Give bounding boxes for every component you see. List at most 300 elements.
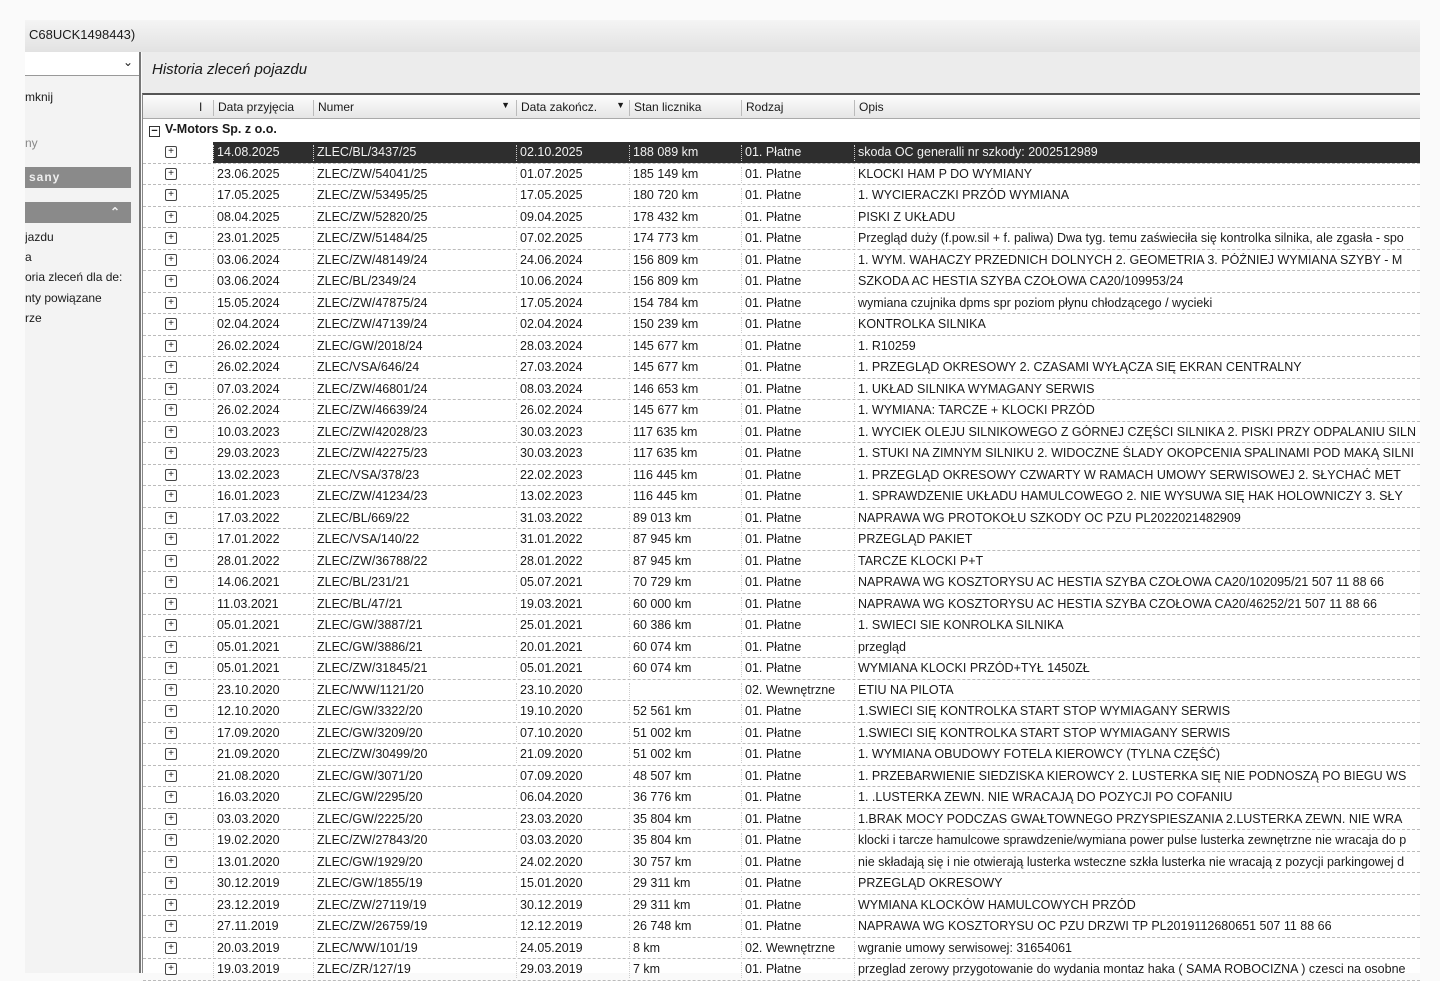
group-row[interactable] — [149, 122, 277, 137]
cell-order-number: ZLEC/ZW/47139/24 — [313, 317, 516, 333]
cell-date-received: 16.01.2023 — [213, 489, 313, 505]
cell-type: 01. Płatne — [741, 296, 854, 312]
row-cells[interactable] — [213, 250, 1420, 271]
table-row[interactable] — [143, 766, 1420, 788]
cell-odometer: 145 677 km — [629, 403, 741, 419]
expand-row-icon[interactable]: + — [165, 813, 177, 825]
cell-order-number: ZLEC/GW/3071/20 — [313, 769, 516, 785]
cell-odometer: 117 635 km — [629, 446, 741, 462]
table-row[interactable] — [143, 357, 1420, 379]
cell-date-closed: 09.04.2025 — [516, 210, 629, 226]
expand-row-icon[interactable]: + — [165, 576, 177, 588]
cell-odometer: 36 776 km — [629, 790, 741, 806]
cell-type: 01. Płatne — [741, 489, 854, 505]
expand-row-icon[interactable]: + — [165, 641, 177, 653]
cell-description: przeglad zerowy przygotowanie do wydania montaz haka ( SAMA ROBOCIZNA ) czesci na osobne — [854, 962, 1424, 978]
cell-date-closed: 30.03.2023 — [516, 425, 629, 441]
expand-row-icon[interactable]: + — [165, 856, 177, 868]
cell-description: PRZEGLĄD PAKIET — [854, 532, 1424, 548]
row-cells[interactable] — [213, 207, 1420, 228]
cell-type: 01. Płatne — [741, 360, 854, 376]
cell-description: NAPRAWA WG KOSZTORYSU AC HESTIA SZYBA CZOŁOWA CA20/102095/21 507 11 88 66 — [854, 575, 1424, 591]
cell-odometer: 29 311 km — [629, 898, 741, 914]
expand-row-icon[interactable]: + — [165, 232, 177, 244]
cell-type: 01. Płatne — [741, 790, 854, 806]
cell-date-closed: 03.03.2020 — [516, 833, 629, 849]
cell-order-number: ZLEC/ZW/53495/25 — [313, 188, 516, 204]
table-row[interactable] — [143, 486, 1420, 508]
expand-row-icon[interactable]: + — [165, 834, 177, 846]
expand-row-icon[interactable]: + — [165, 963, 177, 975]
table-row[interactable] — [143, 723, 1420, 745]
row-cells[interactable] — [213, 228, 1420, 249]
cell-date-received: 23.06.2025 — [213, 167, 313, 183]
expand-row-icon[interactable]: + — [165, 318, 177, 330]
table-row[interactable] — [143, 701, 1420, 723]
expand-row-icon[interactable]: + — [165, 254, 177, 266]
cell-description: NAPRAWA WG KOSZTORYSU AC HESTIA SZYBA CZOŁOWA CA20/46252/21 507 11 88 66 — [854, 597, 1424, 613]
cell-odometer: 117 635 km — [629, 425, 741, 441]
row-cells[interactable] — [213, 508, 1420, 529]
col-header-odometer[interactable]: Stan licznika — [629, 100, 701, 116]
cell-order-number: ZLEC/VSA/140/22 — [313, 532, 516, 548]
cell-date-closed: 31.01.2022 — [516, 532, 629, 548]
cell-order-number: ZLEC/GW/2295/20 — [313, 790, 516, 806]
row-cells[interactable] — [213, 852, 1420, 873]
cell-description: 1. WYMIANA OBUDOWY FOTELA KIEROWCY (TYLNA CZĘŚĆ) — [854, 747, 1424, 763]
sidebar-item-close[interactable]: mknij — [25, 90, 54, 104]
row-cells[interactable] — [213, 744, 1420, 765]
cell-odometer: 146 653 km — [629, 382, 741, 398]
cell-date-received: 23.01.2025 — [213, 231, 313, 247]
cell-description: 1. WYM. WAHACZY PRZEDNICH DOLNYCH 2. GEOMETRIA 3. PÓŹNIEJ WYMIANA SZYBY - M — [854, 253, 1424, 269]
table-row[interactable] — [143, 228, 1420, 250]
sort-icon[interactable]: ▼ — [616, 100, 625, 110]
table-row[interactable] — [143, 830, 1420, 852]
cell-date-received: 26.02.2024 — [213, 403, 313, 419]
cell-odometer: 116 445 km — [629, 468, 741, 484]
cell-order-number: ZLEC/VSA/378/23 — [313, 468, 516, 484]
table-row[interactable] — [143, 400, 1420, 422]
cell-date-closed: 05.07.2021 — [516, 575, 629, 591]
cell-description: WYMIANA KLOCKI PRZÓD+TYŁ 1450ZŁ — [854, 661, 1424, 677]
table-row[interactable] — [143, 551, 1420, 573]
cell-type: 01. Płatne — [741, 145, 854, 161]
expand-row-icon[interactable]: + — [165, 791, 177, 803]
cell-date-received: 17.09.2020 — [213, 726, 313, 742]
expand-row-icon[interactable]: + — [165, 555, 177, 567]
row-cells[interactable] — [213, 701, 1420, 722]
table-row[interactable] — [143, 744, 1420, 766]
row-cells[interactable] — [213, 379, 1420, 400]
cell-type: 01. Płatne — [741, 231, 854, 247]
cell-odometer: 60 074 km — [629, 640, 741, 656]
row-cells[interactable] — [213, 142, 1420, 163]
cell-type: 01. Płatne — [741, 382, 854, 398]
cell-description: przegląd — [854, 640, 1424, 656]
cell-odometer: 156 809 km — [629, 274, 741, 290]
cell-date-received: 20.03.2019 — [213, 941, 313, 957]
expand-row-icon[interactable]: + — [165, 383, 177, 395]
row-cells[interactable] — [213, 357, 1420, 378]
table-row[interactable] — [143, 271, 1420, 293]
table-row[interactable] — [143, 142, 1420, 164]
order-history-grid — [142, 93, 1420, 976]
cell-date-received: 30.12.2019 — [213, 876, 313, 892]
expand-row-icon[interactable]: + — [165, 146, 177, 158]
row-cells[interactable] — [213, 959, 1420, 980]
cell-date-closed: 02.10.2025 — [516, 145, 629, 161]
table-row[interactable] — [143, 185, 1420, 207]
cell-date-closed: 27.03.2024 — [516, 360, 629, 376]
cell-order-number: ZLEC/WW/101/19 — [313, 941, 516, 957]
cell-description: 1.SWIECI SIĘ KONTROLKA START STOP WYMIAGANY SERWIS — [854, 704, 1424, 720]
cell-type: 01. Płatne — [741, 855, 854, 871]
expand-row-icon[interactable]: + — [165, 533, 177, 545]
sidebar-item-related-documents[interactable]: nty powiązane — [25, 291, 102, 305]
cell-type: 01. Płatne — [741, 661, 854, 677]
sidebar-section-header[interactable] — [25, 202, 131, 223]
cell-date-received: 19.03.2019 — [213, 962, 313, 978]
col-header-type[interactable]: Rodzaj — [741, 100, 783, 116]
panel-title: Historia zleceń pojazdu — [152, 61, 308, 78]
main-panel — [142, 52, 1420, 976]
row-cells[interactable] — [213, 271, 1420, 292]
cell-odometer: 70 729 km — [629, 575, 741, 591]
table-row[interactable] — [143, 938, 1420, 960]
group-label: V-Motors Sp. z o.o. — [165, 122, 277, 136]
expand-row-icon[interactable]: + — [165, 340, 177, 352]
expand-row-icon[interactable]: + — [165, 404, 177, 416]
cell-order-number: ZLEC/ZW/54041/25 — [313, 167, 516, 183]
expand-row-icon[interactable]: + — [165, 684, 177, 696]
row-cells[interactable] — [213, 873, 1420, 894]
cell-order-number: ZLEC/GW/3322/20 — [313, 704, 516, 720]
sidebar-item[interactable]: rze — [25, 311, 42, 325]
expand-row-icon[interactable]: + — [165, 426, 177, 438]
cell-odometer: 51 002 km — [629, 747, 741, 763]
cell-order-number: ZLEC/GW/3209/20 — [313, 726, 516, 742]
cell-date-received: 13.02.2023 — [213, 468, 313, 484]
row-cells[interactable] — [213, 637, 1420, 658]
cell-type: 01. Płatne — [741, 532, 854, 548]
expand-row-icon[interactable]: + — [165, 211, 177, 223]
cell-type: 01. Płatne — [741, 704, 854, 720]
row-cells[interactable] — [213, 787, 1420, 808]
cell-odometer: 185 149 km — [629, 167, 741, 183]
expand-row-icon[interactable]: + — [165, 662, 177, 674]
expand-row-icon[interactable]: + — [165, 942, 177, 954]
cell-type: 01. Płatne — [741, 403, 854, 419]
cell-date-received: 02.04.2024 — [213, 317, 313, 333]
expand-row-icon[interactable]: + — [165, 189, 177, 201]
cell-odometer: 8 km — [629, 941, 741, 957]
table-row[interactable] — [143, 572, 1420, 594]
col-header-description[interactable]: Opis — [854, 100, 884, 116]
cell-type: 01. Płatne — [741, 253, 854, 269]
cell-type: 01. Płatne — [741, 425, 854, 441]
cell-description: 1. PRZEGLĄD OKRESOWY 2. CZASAMI WYŁĄCZA SIĘ EKRAN CENTRALNY — [854, 360, 1424, 376]
col-header-indicator[interactable]: I — [199, 100, 203, 114]
cell-odometer: 89 013 km — [629, 511, 741, 527]
table-row[interactable] — [143, 809, 1420, 831]
table-row[interactable] — [143, 164, 1420, 186]
cell-date-received: 05.01.2021 — [213, 640, 313, 656]
cell-description: 1. SPRAWDZENIE UKŁADU HAMULCOWEGO 2. NIE WYSUWA SIĘ HAK HOLOWNICZY 3. SŁY — [854, 489, 1424, 505]
cell-order-number: ZLEC/WW/1121/20 — [313, 683, 516, 699]
cell-odometer: 174 773 km — [629, 231, 741, 247]
cell-description: 1.BRAK MOCY PODCZAS GWAŁTOWNEGO PRZYSPIESZANIA 2.LUSTERKA ZEWN. NIE WRA — [854, 812, 1424, 828]
cell-description: 1.SWIECI SIĘ KONTROLKA START STOP WYMIAGANY SERWIS — [854, 726, 1424, 742]
row-cells[interactable] — [213, 680, 1420, 701]
table-row[interactable] — [143, 422, 1420, 444]
table-row[interactable] — [143, 314, 1420, 336]
cell-date-closed: 06.04.2020 — [516, 790, 629, 806]
cell-description: 1. WYCIEK OLEJU SILNIKOWEGO Z GÓRNEJ CZĘŚCI SILNIKA 2. PISKI PRZY ODPALANIU SILN — [854, 425, 1424, 441]
table-row[interactable] — [143, 336, 1420, 358]
cell-order-number: ZLEC/GW/1855/19 — [313, 876, 516, 892]
table-row[interactable] — [143, 873, 1420, 895]
cell-description: 1. UKŁAD SILNIKA WYMAGANY SERWIS — [854, 382, 1424, 398]
table-row[interactable] — [143, 594, 1420, 616]
expand-row-icon[interactable]: + — [165, 361, 177, 373]
expand-row-icon[interactable]: + — [165, 512, 177, 524]
cell-date-received: 14.08.2025 — [213, 145, 313, 161]
row-cells[interactable] — [213, 529, 1420, 550]
cell-date-received: 28.01.2022 — [213, 554, 313, 570]
cell-description: KONTROLKA SILNIKA — [854, 317, 1424, 333]
cell-date-closed: 19.10.2020 — [516, 704, 629, 720]
cell-type: 01. Płatne — [741, 468, 854, 484]
row-cells[interactable] — [213, 314, 1420, 335]
cell-order-number: ZLEC/BL/3437/25 — [313, 145, 516, 161]
row-cells[interactable] — [213, 400, 1420, 421]
cell-date-closed: 30.12.2019 — [516, 898, 629, 914]
cell-odometer: 60 000 km — [629, 597, 741, 613]
cell-date-received: 17.05.2025 — [213, 188, 313, 204]
cell-date-received: 23.12.2019 — [213, 898, 313, 914]
cell-odometer: 180 720 km — [629, 188, 741, 204]
cell-date-closed: 28.03.2024 — [516, 339, 629, 355]
cell-type: 02. Wewnętrzne — [741, 683, 854, 699]
cell-order-number: ZLEC/ZW/47875/24 — [313, 296, 516, 312]
cell-description: 1. PRZEGLĄD OKRESOWY CZWARTY W RAMACH UMOWY SERWISOWEJ 2. SŁYCHAĆ MET — [854, 468, 1424, 484]
cell-date-closed: 02.04.2024 — [516, 317, 629, 333]
cell-description: 1. STUKI NA ZIMNYM SILNIKU 2. WIDOCZNE ŚLADY OKOPCENIA SPALINAMI POD MAKĄ SILNI — [854, 446, 1424, 462]
col-header-date-closed[interactable] — [516, 100, 629, 116]
expand-row-icon[interactable]: + — [165, 297, 177, 309]
cell-description: klocki i tarcze hamulcowe sprawdzenie/wymiana power pulse lusterka zewnętrzne nie wracaja do p — [854, 833, 1424, 849]
row-cells[interactable] — [213, 572, 1420, 593]
cell-date-received: 03.03.2020 — [213, 812, 313, 828]
row-cells[interactable] — [213, 895, 1420, 916]
cell-date-closed: 01.07.2025 — [516, 167, 629, 183]
cell-description: 1. WYMIANA: TARCZE + KLOCKI PRZÓD — [854, 403, 1424, 419]
row-cells[interactable] — [213, 486, 1420, 507]
cell-date-closed: 21.09.2020 — [516, 747, 629, 763]
expand-row-icon[interactable]: + — [165, 490, 177, 502]
col-header-date-closed-label: Data zakończ. — [521, 100, 598, 114]
cell-odometer: 35 804 km — [629, 833, 741, 849]
cell-date-received: 11.03.2021 — [213, 597, 313, 613]
collapse-group-icon[interactable]: − — [149, 126, 160, 137]
row-cells[interactable] — [213, 938, 1420, 959]
expand-row-icon[interactable]: + — [165, 619, 177, 631]
row-cells[interactable] — [213, 551, 1420, 572]
table-row[interactable] — [143, 379, 1420, 401]
cell-date-closed: 20.01.2021 — [516, 640, 629, 656]
cell-description: WYMIANA KLOCKÓW HAMULCOWYCH PRZÓD — [854, 898, 1424, 914]
table-row[interactable] — [143, 250, 1420, 272]
expand-row-icon[interactable]: + — [165, 899, 177, 911]
cell-odometer: 48 507 km — [629, 769, 741, 785]
cell-order-number: ZLEC/ZW/46801/24 — [313, 382, 516, 398]
cell-date-received: 03.06.2024 — [213, 253, 313, 269]
cell-date-closed: 24.05.2019 — [516, 941, 629, 957]
cell-odometer: 60 074 km — [629, 661, 741, 677]
cell-date-closed: 07.09.2020 — [516, 769, 629, 785]
table-row[interactable] — [143, 207, 1420, 229]
cell-description: 1. .LUSTERKA ZEWN. NIE WRACAJĄ DO POZYCJI PO COFANIU — [854, 790, 1424, 806]
cell-date-received: 19.02.2020 — [213, 833, 313, 849]
cell-type: 01. Płatne — [741, 919, 854, 935]
row-cells[interactable] — [213, 594, 1420, 615]
expand-row-icon[interactable]: + — [165, 168, 177, 180]
expand-row-icon[interactable]: + — [165, 275, 177, 287]
cell-type: 01. Płatne — [741, 446, 854, 462]
cell-date-closed: 17.05.2025 — [516, 188, 629, 204]
sidebar — [25, 52, 141, 973]
cell-order-number: ZLEC/ZW/41234/23 — [313, 489, 516, 505]
cell-type: 01. Płatne — [741, 188, 854, 204]
cell-order-number: ZLEC/GW/2225/20 — [313, 812, 516, 828]
sidebar-item-order-history-dealer[interactable]: oria zleceń dla de: — [25, 270, 123, 284]
cell-type: 01. Płatne — [741, 747, 854, 763]
expand-row-icon[interactable]: + — [165, 770, 177, 782]
table-row[interactable] — [143, 615, 1420, 637]
sidebar-search[interactable] — [25, 52, 139, 76]
expand-row-icon[interactable]: + — [165, 705, 177, 717]
cell-date-closed: 24.02.2020 — [516, 855, 629, 871]
expand-row-icon[interactable]: + — [165, 920, 177, 932]
table-row[interactable] — [143, 658, 1420, 680]
table-row[interactable] — [143, 465, 1420, 487]
row-cells[interactable] — [213, 465, 1420, 486]
sidebar-item-vehicle[interactable]: jazdu — [25, 230, 54, 244]
cell-date-closed: 07.02.2025 — [516, 231, 629, 247]
cell-type: 01. Płatne — [741, 575, 854, 591]
row-cells[interactable] — [213, 422, 1420, 443]
table-row[interactable] — [143, 916, 1420, 938]
table-row[interactable] — [143, 529, 1420, 551]
cell-type: 02. Wewnętrzne — [741, 941, 854, 957]
row-cells[interactable] — [213, 658, 1420, 679]
expand-row-icon[interactable]: + — [165, 447, 177, 459]
cell-date-closed: 17.05.2024 — [516, 296, 629, 312]
cell-odometer: 52 561 km — [629, 704, 741, 720]
collapse-icon[interactable]: ⌃ — [109, 205, 121, 219]
cell-date-closed: 22.02.2023 — [516, 468, 629, 484]
cell-date-received: 17.03.2022 — [213, 511, 313, 527]
row-cells[interactable] — [213, 336, 1420, 357]
row-cells[interactable] — [213, 443, 1420, 464]
row-cells[interactable] — [213, 164, 1420, 185]
sidebar-item[interactable]: ny — [25, 136, 38, 150]
cell-date-closed: 10.06.2024 — [516, 274, 629, 290]
cell-odometer: 87 945 km — [629, 554, 741, 570]
cell-order-number: ZLEC/ZW/42275/23 — [313, 446, 516, 462]
expand-row-icon[interactable]: + — [165, 727, 177, 739]
row-cells[interactable] — [213, 830, 1420, 851]
cell-description: NAPRAWA WG KOSZTORYSU OC PZU DRZWI TP PL2019112680651 507 11 88 66 — [854, 919, 1424, 935]
cell-type: 01. Płatne — [741, 167, 854, 183]
col-header-date-received[interactable]: Data przyjęcia — [213, 100, 294, 116]
table-row[interactable] — [143, 959, 1420, 981]
cell-order-number: ZLEC/ZR/127/19 — [313, 962, 516, 978]
cell-type: 01. Płatne — [741, 962, 854, 978]
cell-type: 01. Płatne — [741, 640, 854, 656]
cell-date-closed: 30.03.2023 — [516, 446, 629, 462]
row-cells[interactable] — [213, 916, 1420, 937]
cell-odometer: 145 677 km — [629, 339, 741, 355]
filter-icon[interactable]: ▼ — [501, 100, 510, 110]
col-header-number-label: Numer — [318, 100, 355, 114]
cell-order-number: ZLEC/ZW/42028/23 — [313, 425, 516, 441]
table-row[interactable] — [143, 895, 1420, 917]
expand-row-icon[interactable]: + — [165, 877, 177, 889]
cell-order-number: ZLEC/BL/2349/24 — [313, 274, 516, 290]
expand-row-icon[interactable]: + — [165, 469, 177, 481]
cell-date-received: 15.05.2024 — [213, 296, 313, 312]
row-cells[interactable] — [213, 766, 1420, 787]
cell-order-number: ZLEC/ZW/27843/20 — [313, 833, 516, 849]
cell-date-closed: 23.03.2020 — [516, 812, 629, 828]
cell-type: 01. Płatne — [741, 618, 854, 634]
cell-odometer: 188 089 km — [629, 145, 741, 161]
table-row[interactable] — [143, 293, 1420, 315]
table-row[interactable] — [143, 680, 1420, 702]
table-row[interactable] — [143, 637, 1420, 659]
cell-date-received: 23.10.2020 — [213, 683, 313, 699]
expand-row-icon[interactable]: + — [165, 598, 177, 610]
pin-icon[interactable]: ⌄ — [122, 55, 133, 69]
cell-order-number: ZLEC/BL/231/21 — [313, 575, 516, 591]
cell-odometer: 30 757 km — [629, 855, 741, 871]
row-cells[interactable] — [213, 615, 1420, 636]
grid-header — [143, 95, 1420, 119]
cell-odometer: 51 002 km — [629, 726, 741, 742]
cell-description: 1. R10259 — [854, 339, 1424, 355]
row-cells[interactable] — [213, 293, 1420, 314]
col-header-number[interactable] — [313, 100, 516, 116]
sidebar-section-bar[interactable]: sany — [25, 167, 131, 188]
cell-order-number: ZLEC/ZW/46639/24 — [313, 403, 516, 419]
cell-order-number: ZLEC/BL/47/21 — [313, 597, 516, 613]
expand-row-icon[interactable]: + — [165, 748, 177, 760]
sidebar-item[interactable]: a — [25, 250, 32, 264]
cell-date-closed: 24.06.2024 — [516, 253, 629, 269]
row-cells[interactable] — [213, 809, 1420, 830]
cell-type: 01. Płatne — [741, 769, 854, 785]
row-cells[interactable] — [213, 723, 1420, 744]
table-row[interactable] — [143, 787, 1420, 809]
cell-order-number: ZLEC/ZW/52820/25 — [313, 210, 516, 226]
row-cells[interactable] — [213, 185, 1420, 206]
table-row[interactable] — [143, 443, 1420, 465]
cell-type: 01. Płatne — [741, 833, 854, 849]
table-row[interactable] — [143, 508, 1420, 530]
table-row[interactable] — [143, 852, 1420, 874]
